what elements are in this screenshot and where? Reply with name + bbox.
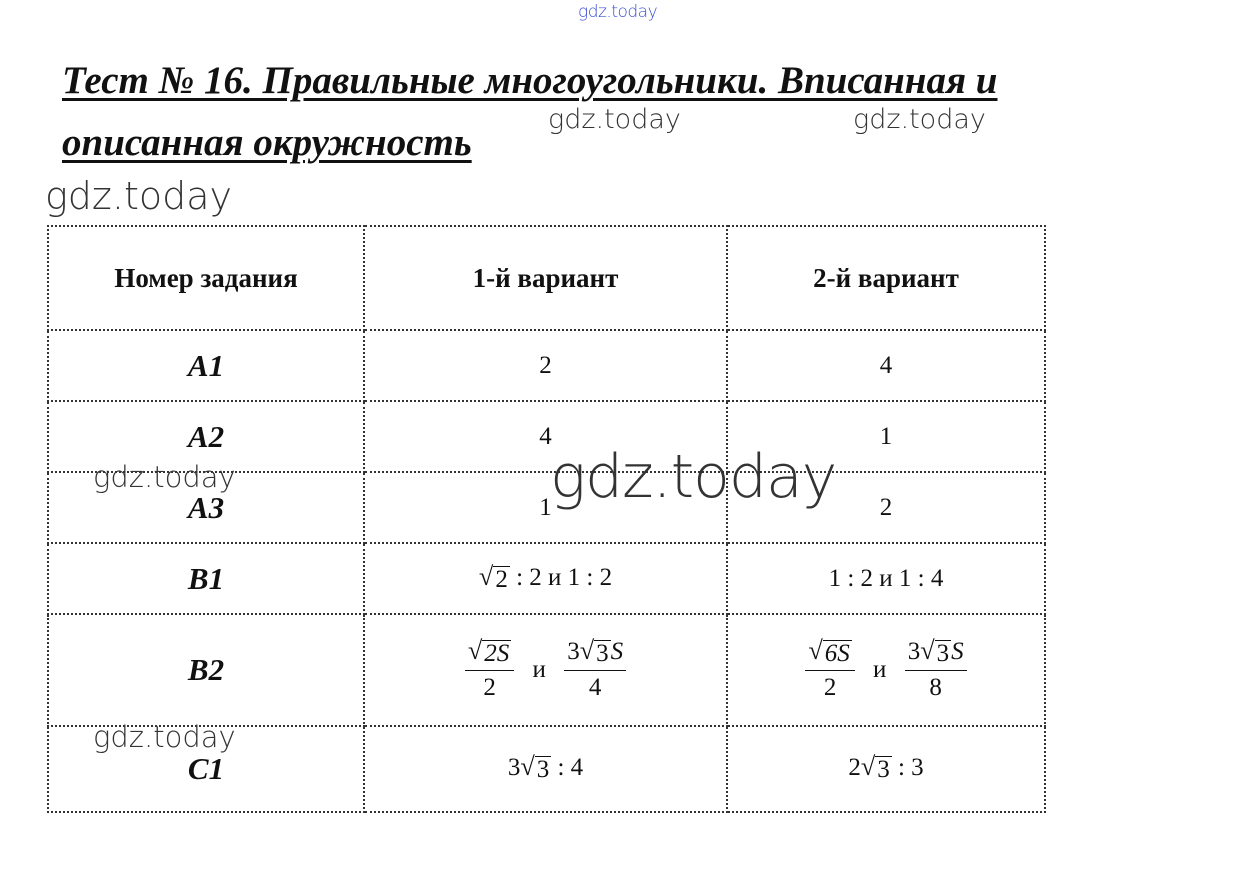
table-row	[48, 330, 1045, 401]
answer-v1: 3 √ 3 : 4	[364, 726, 727, 812]
task-cell: A2	[48, 401, 364, 472]
sqrt-expression: √ 2	[478, 561, 508, 593]
answer-v2: √ 6S 2 и 3 √ 3 S 8	[727, 614, 1045, 726]
answer-v2: 2	[727, 472, 1045, 543]
watermark-center: gdz.today	[550, 442, 837, 512]
answer-v1-rest: : 2 и 1 : 2	[516, 563, 613, 591]
answer-v2: 1 : 2 и 1 : 4	[727, 543, 1045, 614]
watermark-a3: gdz.today	[93, 460, 236, 494]
header-task-number: Номер задания	[48, 226, 364, 330]
watermark-title-right-1: gdz.today	[548, 104, 681, 135]
watermark-title-right-2: gdz.today	[853, 104, 986, 135]
answer-v2: 1	[727, 401, 1045, 472]
fraction-2: 3 √ 3 S 4	[564, 638, 626, 702]
title-line-2: описанная окружность	[62, 121, 472, 164]
fraction-2: 3 √ 3 S 8	[905, 638, 967, 702]
answer-v2: 4	[727, 330, 1045, 401]
fraction-1: √ 6S 2	[805, 638, 854, 702]
answer-v1: √ 2S 2 и 3 √ 3 S 4	[364, 614, 727, 726]
answer-v1	[364, 543, 727, 614]
answer-v1: 4	[364, 401, 727, 472]
title-line-1: Тест № 16. Правильные многоугольники. Вписанная и	[62, 59, 998, 102]
watermark-top: gdz.today	[578, 2, 658, 22]
watermark-left: gdz.today	[45, 174, 232, 218]
task-cell: C1	[48, 726, 364, 812]
answer-v2: 2 √ 3 : 3	[727, 726, 1045, 812]
header-variant-2: 2-й вариант	[727, 226, 1045, 330]
fraction-1: √ 2S 2	[465, 638, 514, 702]
answer-v1: 2	[364, 330, 727, 401]
answer-v1: 1	[364, 472, 727, 543]
task-cell: B1	[48, 543, 364, 614]
table-header-row	[48, 226, 1045, 330]
watermark-c1: gdz.today	[93, 720, 236, 754]
task-cell: A1	[48, 330, 364, 401]
sqrt-expression: √ 3	[860, 752, 890, 784]
task-cell: A3	[48, 472, 364, 543]
table-row	[48, 614, 1045, 726]
table-row	[48, 543, 1045, 614]
sqrt-expression: √ 3	[520, 752, 550, 784]
header-variant-1: 1-й вариант	[364, 226, 727, 330]
task-cell: B2	[48, 614, 364, 726]
